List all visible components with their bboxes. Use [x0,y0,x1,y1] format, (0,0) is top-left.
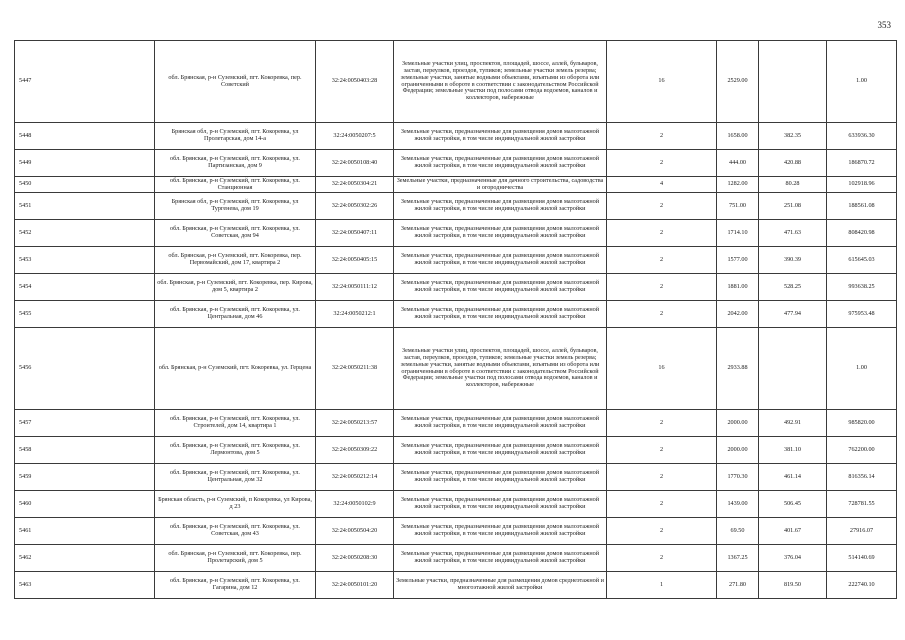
area-cell: 1881.00 [717,274,759,301]
cadastral-number-cell: 32:24:0050302:26 [316,193,394,220]
cadastral-value-cell: 615645.03 [827,247,897,274]
address-cell: обл. Брянская, р-н Суземский, пгт. Кокоревка, ул. Герцена [155,328,316,410]
address-cell: обл. Брянская, р-н Суземский, пгт. Кокоревка, ул. Строителей, дом 14, квартира 1 [155,410,316,437]
cadastral-number-cell: 32:24:0050213:57 [316,410,394,437]
rate-cell: 528.25 [759,274,827,301]
address-cell: обл. Брянская, р-н Суземский, пгт. Кокоревка, ул. Станционная [155,177,316,193]
cadastral-number-cell: 32:24:0050101:20 [316,572,394,599]
row-number: 5455 [15,301,155,328]
cadastral-number-cell: 32:24:0050212:1 [316,301,394,328]
area-cell: 2529.00 [717,41,759,123]
cadastral-value-cell: 633936.30 [827,123,897,150]
rate-cell: 506.45 [759,491,827,518]
table-row [15,220,897,247]
address-cell: обл. Брянская, р-н Суземский, пгт. Кокоревка, пер. Кирова, дом 5, квартира 2 [155,274,316,301]
rate-cell: 382.35 [759,123,827,150]
land-use-cell: Земельные участки, предназначенные для дачного строительства, садоводства и огородничества [394,177,607,193]
group-cell: 2 [607,464,717,491]
group-cell: 2 [607,274,717,301]
table-row [15,328,897,410]
group-cell: 2 [607,437,717,464]
group-cell: 2 [607,301,717,328]
area-cell: 1439.00 [717,491,759,518]
land-use-cell: Земельные участки улиц, проспектов, площадей, шоссе, аллей, бульваров, застав, переулков, проездов, тупиков; земельные участки земель резерва; земельные участки, занятые водными объектами, изъятыми из оборота или ограниченными в обороте в соответствии с законодательством Российской Федерации; земельные участки под полосами отвода водоемов, каналов и коллекторов, набережные [394,328,607,410]
land-use-cell: Земельные участки, предназначенные для размещения домов малоэтажной жилой застройки, в том числе индивидуальной жилой застройки [394,247,607,274]
group-cell: 2 [607,150,717,177]
address-cell: обл. Брянская, р-н Суземский, пгт. Кокоревка, ул. Советская, дом 94 [155,220,316,247]
table-row [15,545,897,572]
cadastral-number-cell: 32:24:0050212:14 [316,464,394,491]
address-cell: обл. Брянская, р-н Суземский, пгт. Кокоревка, ул. Партизанская, дом 9 [155,150,316,177]
cadastral-value-cell: 728781.55 [827,491,897,518]
table-row [15,123,897,150]
rate-cell: 477.94 [759,301,827,328]
area-cell: 751.00 [717,193,759,220]
row-number: 5460 [15,491,155,518]
table-body [15,41,897,599]
row-number: 5447 [15,41,155,123]
area-cell: 1770.30 [717,464,759,491]
row-number: 5456 [15,328,155,410]
rate-cell: 461.14 [759,464,827,491]
table-row [15,150,897,177]
land-use-cell: Земельные участки, предназначенные для размещения домов малоэтажной жилой застройки, в том числе индивидуальной жилой застройки [394,437,607,464]
cadastral-value-cell: 186870.72 [827,150,897,177]
land-use-cell: Земельные участки, предназначенные для размещения домов среднеэтажной и многоэтажной жилой застройки [394,572,607,599]
address-cell: Брянская обл, р-н Суземский, пгт. Кокоревка, ул Пролетарская, дом 14-а [155,123,316,150]
row-number: 5462 [15,545,155,572]
table-row [15,491,897,518]
cadastral-value-cell: 188561.08 [827,193,897,220]
cadastral-number-cell: 32:24:0050111:12 [316,274,394,301]
cadastral-value-cell: 514140.69 [827,545,897,572]
land-use-cell: Земельные участки, предназначенные для размещения домов малоэтажной жилой застройки, в том числе индивидуальной жилой застройки [394,464,607,491]
rate-cell [759,328,827,410]
group-cell: 2 [607,410,717,437]
cadastral-value-cell: 27916.07 [827,518,897,545]
cadastral-value-cell: 985820.00 [827,410,897,437]
group-cell: 2 [607,491,717,518]
cadastral-value-cell: 1.00 [827,328,897,410]
address-cell: Брянская обл, р-н Суземский, пгт. Кокоревка, ул Тургенева, дом 19 [155,193,316,220]
row-number: 5450 [15,177,155,193]
table-row [15,193,897,220]
table-row [15,437,897,464]
land-use-cell: Земельные участки, предназначенные для размещения домов малоэтажной жилой застройки, в том числе индивидуальной жилой застройки [394,518,607,545]
area-cell: 1658.00 [717,123,759,150]
area-cell: 1367.25 [717,545,759,572]
area-cell: 2933.88 [717,328,759,410]
land-use-cell: Земельные участки, предназначенные для размещения домов малоэтажной жилой застройки, в том числе индивидуальной жилой застройки [394,150,607,177]
table-row [15,464,897,491]
area-cell: 444.00 [717,150,759,177]
address-cell: обл. Брянская, р-н Суземский, пгт. Кокоревка, пер. Первомайский, дом 17, квартира 2 [155,247,316,274]
table-row [15,247,897,274]
land-use-cell: Земельные участки, предназначенные для размещения домов малоэтажной жилой застройки, в том числе индивидуальной жилой застройки [394,301,607,328]
rate-cell: 390.39 [759,247,827,274]
group-cell: 2 [607,193,717,220]
group-cell: 2 [607,518,717,545]
address-cell: обл. Брянская, р-н Суземский, пгт. Кокоревка, пер. Советский [155,41,316,123]
row-number: 5449 [15,150,155,177]
cadastral-value-cell: 975953.48 [827,301,897,328]
land-plot-table [14,40,897,599]
land-use-cell: Земельные участки, предназначенные для размещения домов малоэтажной жилой застройки, в том числе индивидуальной жилой застройки [394,193,607,220]
cadastral-value-cell: 222740.10 [827,572,897,599]
row-number: 5454 [15,274,155,301]
group-cell: 16 [607,328,717,410]
address-cell: обл. Брянская, р-н Суземский, пгт. Кокоревка, пер. Пролетарский, дом 5 [155,545,316,572]
cadastral-number-cell: 32:24:0050405:15 [316,247,394,274]
land-use-cell: Земельные участки, предназначенные для размещения домов малоэтажной жилой застройки, в том числе индивидуальной жилой застройки [394,220,607,247]
group-cell: 2 [607,247,717,274]
land-use-cell: Земельные участки улиц, проспектов, площадей, шоссе, аллей, бульваров, застав, переулков, проездов, тупиков; земельные участки земель резерва; земельные участки, занятые водными объектами, изъятыми из оборота или ограниченными в обороте в соответствии с законодательством Российской Федерации; земельные участки под полосами отвода водоемов, каналов и коллекторов, набережные [394,41,607,123]
cadastral-value-cell: 1.00 [827,41,897,123]
row-number: 5459 [15,464,155,491]
land-use-cell: Земельные участки, предназначенные для размещения домов малоэтажной жилой застройки, в том числе индивидуальной жилой застройки [394,491,607,518]
land-use-cell: Земельные участки, предназначенные для размещения домов малоэтажной жилой застройки, в том числе индивидуальной жилой застройки [394,410,607,437]
row-number: 5458 [15,437,155,464]
table-row [15,572,897,599]
cadastral-number-cell: 32:24:0050108:40 [316,150,394,177]
rate-cell: 471.63 [759,220,827,247]
cadastral-number-cell: 32:24:0050504:20 [316,518,394,545]
row-number: 5457 [15,410,155,437]
land-use-cell: Земельные участки, предназначенные для размещения домов малоэтажной жилой застройки, в том числе индивидуальной жилой застройки [394,545,607,572]
cadastral-number-cell: 32:24:0050208:30 [316,545,394,572]
cadastral-number-cell: 32:24:0050403:28 [316,41,394,123]
cadastral-value-cell: 102918.96 [827,177,897,193]
address-cell: обл. Брянская, р-н Суземский, пгт. Кокоревка, ул. Лермонтова, дом 5 [155,437,316,464]
cadastral-number-cell: 32:24:0050207:5 [316,123,394,150]
group-cell: 1 [607,572,717,599]
row-number: 5452 [15,220,155,247]
group-cell: 16 [607,41,717,123]
group-cell: 2 [607,123,717,150]
rate-cell: 819.50 [759,572,827,599]
rate-cell: 80.28 [759,177,827,193]
cadastral-number-cell: 32:24:0050211:38 [316,328,394,410]
group-cell: 2 [607,545,717,572]
cadastral-number-cell: 32:24:0050309:22 [316,437,394,464]
area-cell: 69.50 [717,518,759,545]
cadastral-value-cell: 762200.00 [827,437,897,464]
land-use-cell: Земельные участки, предназначенные для размещения домов малоэтажной жилой застройки, в том числе индивидуальной жилой застройки [394,123,607,150]
page-number: 353 [877,20,891,30]
rate-cell: 381.10 [759,437,827,464]
area-cell: 271.80 [717,572,759,599]
group-cell: 2 [607,220,717,247]
row-number: 5448 [15,123,155,150]
row-number: 5451 [15,193,155,220]
cadastral-number-cell: 32:24:0050407:11 [316,220,394,247]
address-cell: обл. Брянская, р-н Суземский, пгт. Кокоревка, ул. Гагарина, дом 12 [155,572,316,599]
cadastral-value-cell: 808420.98 [827,220,897,247]
rate-cell: 251.08 [759,193,827,220]
cadastral-value-cell: 993638.25 [827,274,897,301]
table-row [15,274,897,301]
rate-cell [759,41,827,123]
table-row [15,177,897,193]
area-cell: 1282.00 [717,177,759,193]
land-use-cell: Земельные участки, предназначенные для размещения домов малоэтажной жилой застройки, в том числе индивидуальной жилой застройки [394,274,607,301]
group-cell: 4 [607,177,717,193]
table-row [15,518,897,545]
cadastral-value-cell: 816356.14 [827,464,897,491]
area-cell: 1577.00 [717,247,759,274]
address-cell: обл. Брянская, р-н Суземский, пгт. Кокоревка, ул. Центральная, дом 32 [155,464,316,491]
address-cell: Брянская область, р-н Суземский, п Кокоревка, ул Кирова, д 23 [155,491,316,518]
row-number: 5461 [15,518,155,545]
rate-cell: 401.67 [759,518,827,545]
area-cell: 2000.00 [717,410,759,437]
area-cell: 1714.10 [717,220,759,247]
cadastral-number-cell: 32:24:0050102:9 [316,491,394,518]
table-row [15,301,897,328]
row-number: 5453 [15,247,155,274]
row-number: 5463 [15,572,155,599]
address-cell: обл. Брянская, р-н Суземский, пгт. Кокоревка, ул. Центральная, дом 46 [155,301,316,328]
address-cell: обл. Брянская, р-н Суземский, пгт. Кокоревка, ул. Советская, дом 43 [155,518,316,545]
cadastral-number-cell: 32:24:0050304:21 [316,177,394,193]
area-cell: 2042.00 [717,301,759,328]
rate-cell: 492.91 [759,410,827,437]
rate-cell: 420.88 [759,150,827,177]
area-cell: 2000.00 [717,437,759,464]
table-row [15,410,897,437]
table-row [15,41,897,123]
rate-cell: 376.04 [759,545,827,572]
